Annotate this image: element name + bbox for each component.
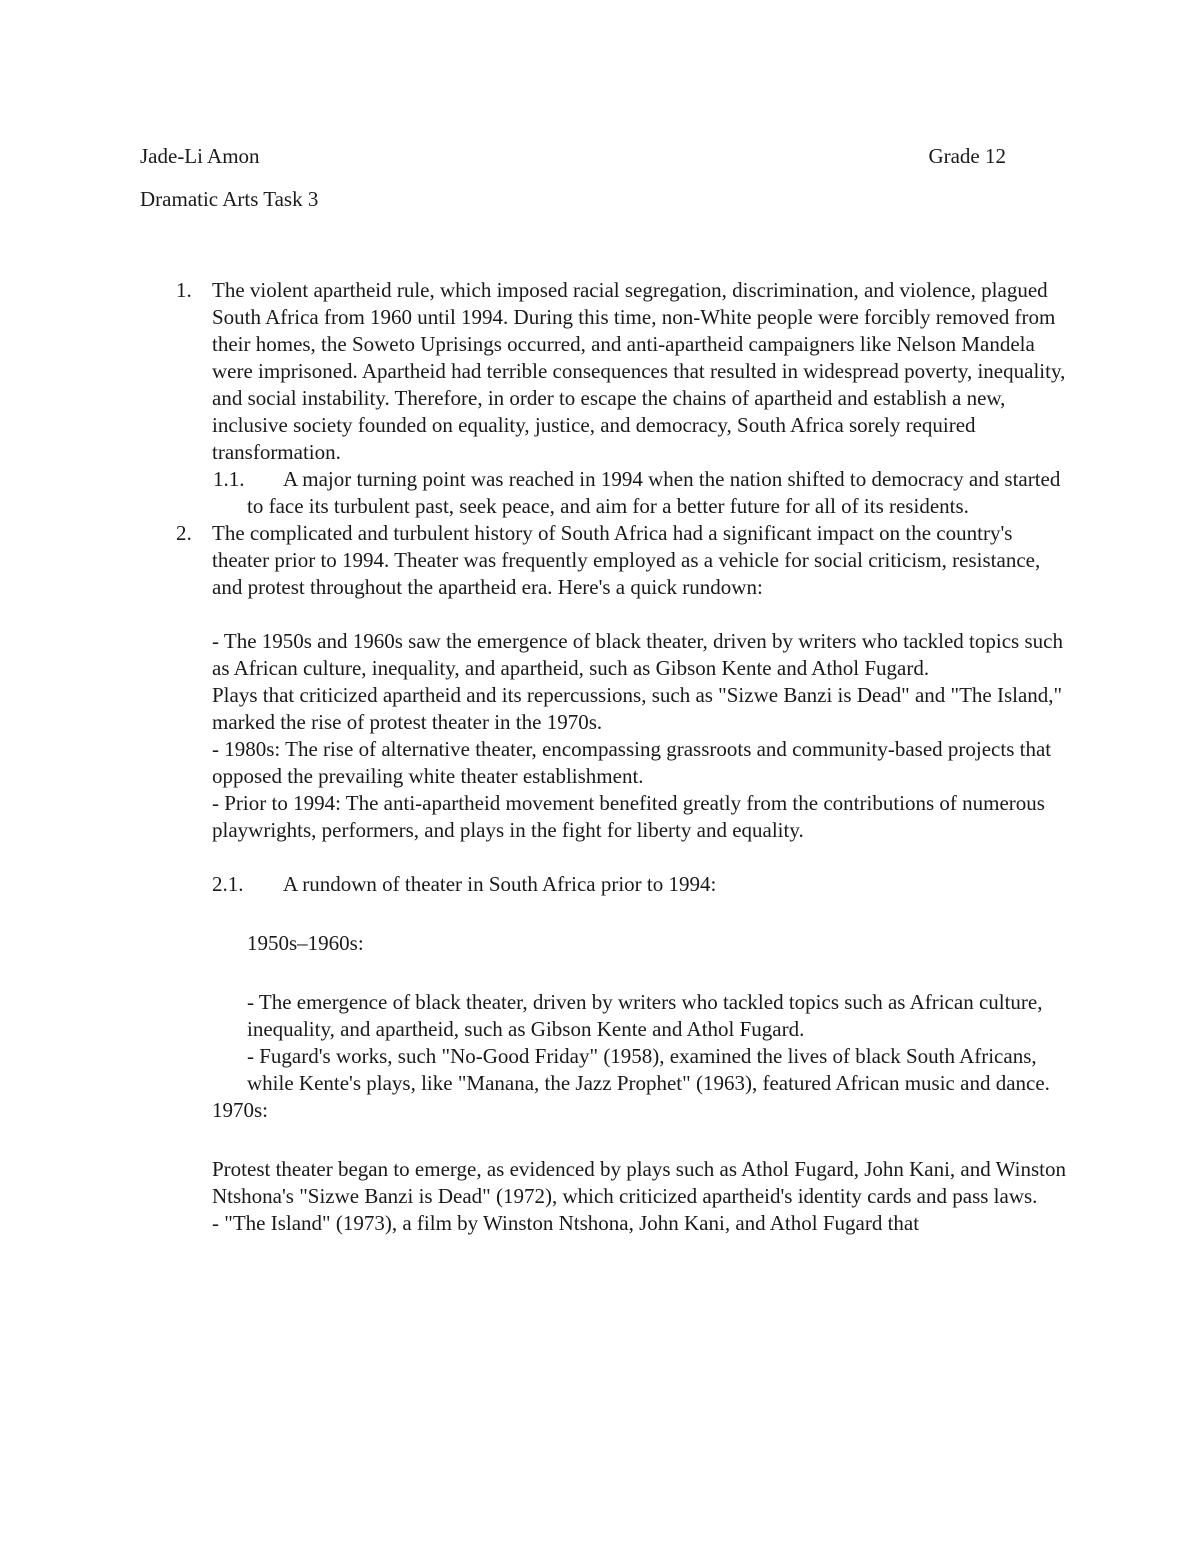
question-2 [140,520,1070,601]
question-1-1-number: 1.1. [213,467,245,491]
question-2-number: 2. [176,521,192,545]
era-heading-1970s: 1970s: [212,1098,269,1122]
question-2-1-number: 2.1. [212,872,244,896]
document-body [140,277,1070,1237]
header-row [140,143,1006,171]
question-1-text: The violent apartheid rule, which imposed racial segregation, discrimination, and violence, plagued South Africa from 1960 until 1994. During this time, non-White people were forcibly removed from their homes, the Soweto Uprisings occurred, and anti-apartheid campaigners like Nelson Mandela were imprisoned. Apartheid had terrible consequences that resulted in widespread poverty, inequality, and social instability. Therefore, in order to escape the chains of apartheid and establish a new, inclusive society founded on equality, justice, and democracy, South Africa sorely required transformation. [212,278,1066,464]
era-1950s-line-1: - The emergence of black theater, driven by writers who tackled topics such as African culture, inequality, and apartheid, such as Gibson Kente and Athol Fugard. [247,990,1043,1041]
student-name: Jade-Li Amon [140,144,260,168]
question-1-number: 1. [176,278,192,302]
rundown-line-1950s: - The 1950s and 1960s saw the emergence of black theater, driven by writers who tackled topics such as African culture, inequality, and apartheid, such as Gibson Kente and Athol Fugard. [212,629,1063,680]
document-subtitle: Dramatic Arts Task 3 [140,187,319,211]
rundown-line-prior-1994: - Prior to 1994: The anti-apartheid movement benefited greatly from the contributions of numerous playwrights, performers, and plays in the fight for liberty and equality. [212,791,1045,842]
rundown-line-1970s: Plays that criticized apartheid and its repercussions, such as "Sizwe Banzi is Dead" and "The Island," marked the rise of protest theater in the 1970s. [212,683,1063,734]
grade-label: Grade 12 [928,144,1006,168]
question-1-1-text: A major turning point was reached in 1994 when the nation shifted to democracy and started to face its turbulent past, seek peace, and aim for a better future for all of its residents. [247,467,1061,518]
question-2-1-text: A rundown of theater in South Africa prior to 1994: [283,872,717,896]
era-heading-1950s: 1950s–1960s: [247,931,364,955]
rundown-line-1980s: - 1980s: The rise of alternative theater, encompassing grassroots and community-based projects that opposed the prevailing white theater establishment. [212,737,1052,788]
era-1970s-line-1: Protest theater began to emerge, as evidenced by plays such as Athol Fugard, John Kani, and Winston Ntshona's "Sizwe Banzi is Dead" (1972), which criticized apartheid's identity cards and pass laws. [212,1157,1066,1208]
question-1 [140,277,1070,466]
question-2-1 [140,871,1070,898]
question-1-1 [140,466,1070,520]
era-1970s-line-2: - "The Island" (1973), a film by Winston Ntshona, John Kani, and Athol Fugard that [212,1211,920,1235]
era-1950s-line-2: - Fugard's works, such "No-Good Friday" (1958), examined the lives of black South Africans, while Kente's plays, like "Manana, the Jazz Prophet" (1963), featured African music and dance. [247,1044,1050,1095]
question-2-text: The complicated and turbulent history of South Africa had a significant impact on the country's theater prior to 1994. Theater was frequently employed as a vehicle for social criticism, resistance, and protest throughout the apartheid era. Here's a quick rundown: [212,521,1041,599]
